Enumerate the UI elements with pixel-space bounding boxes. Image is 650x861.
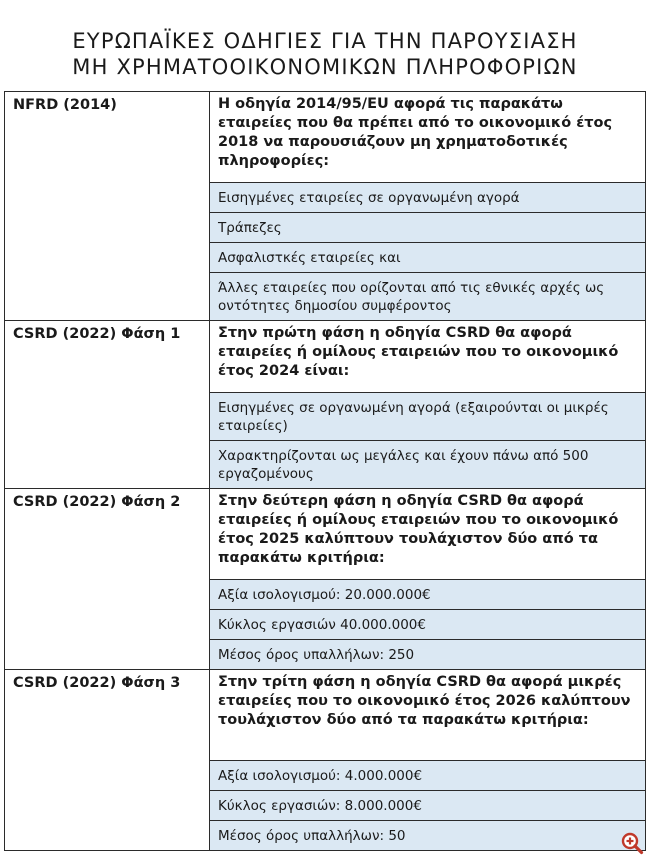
list-item: Εισηγμένες σε οργανωμένη αγορά (εξαιρούνται οι μικρές εταιρείες) xyxy=(210,392,645,440)
page-title xyxy=(0,28,650,80)
table-row xyxy=(5,489,646,670)
table-row xyxy=(5,92,646,321)
zoom-in-icon[interactable] xyxy=(620,831,644,855)
row-content xyxy=(210,670,646,851)
list-item: Αξία ισολογισμού: 20.000.000€ xyxy=(210,579,645,609)
list-item: Τράπεζες xyxy=(210,212,645,242)
list-item: Άλλες εταιρείες που ορίζονται από τις εθνικές αρχές ως οντότητες δημοσίου συμφέροντος xyxy=(210,272,645,320)
list-item: Εισηγμένες εταιρείες σε οργανωμένη αγορά xyxy=(210,182,645,212)
row-heading: Στην δεύτερη φάση η οδηγία CSRD θα αφορά εταιρείες ή ομίλους εταιρειών που το οικονομικό έτος 2025 καλύπτουν τουλάχιστον δύο από τα παρακάτω κριτήρια: xyxy=(218,493,619,566)
row-content xyxy=(210,321,646,489)
list-item: Μέσος όρος υπαλλήλων: 50 xyxy=(210,820,645,850)
list-item: Κύκλος εργασιών: 8.000.000€ xyxy=(210,790,645,820)
row-label: NFRD (2014) xyxy=(5,92,210,321)
row-heading: Στην πρώτη φάση η οδηγία CSRD θα αφορά εταιρείες ή ομίλους εταιρειών που το οικονομικό έτος 2024 είναι: xyxy=(218,325,619,379)
table-row xyxy=(5,321,646,489)
list-item: Χαρακτηρίζονται ως μεγάλες και έχουν πάνω από 500 εργαζομένους xyxy=(210,440,645,488)
directives-table xyxy=(4,91,646,851)
row-heading: Η οδηγία 2014/95/EU αφορά τις παρακάτω εταιρείες που θα πρέπει από το οικονομικό έτος 2018 να παρουσιάζουν μη χρηματοδοτικές πληροφορίες: xyxy=(218,96,613,169)
title-line-2: ΜΗ ΧΡΗΜΑΤΟΟΙΚΟΝΟΜΙΚΩΝ ΠΛΗΡΟΦΟΡΙΩΝ xyxy=(72,55,578,79)
list-item: Αξία ισολογισμού: 4.000.000€ xyxy=(210,760,645,790)
row-heading: Στην τρίτη φάση η οδηγία CSRD θα αφορά μικρές εταιρείες που το οικονομικό έτος 2026 καλύπτουν τουλάχιστον δύο από τα παρακάτω κριτήρια: xyxy=(218,674,631,728)
list-item: Κύκλος εργασιών 40.000.000€ xyxy=(210,609,645,639)
title-line-1: ΕΥΡΩΠΑΪΚΕΣ ΟΔΗΓΙΕΣ ΓΙΑ ΤΗΝ ΠΑΡΟΥΣΙΑΣΗ xyxy=(72,29,578,53)
list-item: Μέσος όρος υπαλλήλων: 250 xyxy=(210,639,645,669)
table-row xyxy=(5,670,646,851)
row-content xyxy=(210,489,646,670)
row-label: CSRD (2022) Φάση 3 xyxy=(5,670,210,851)
list-item: Ασφαλιστκές εταιρείες και xyxy=(210,242,645,272)
row-label: CSRD (2022) Φάση 2 xyxy=(5,489,210,670)
row-label: CSRD (2022) Φάση 1 xyxy=(5,321,210,489)
row-content xyxy=(210,92,646,321)
